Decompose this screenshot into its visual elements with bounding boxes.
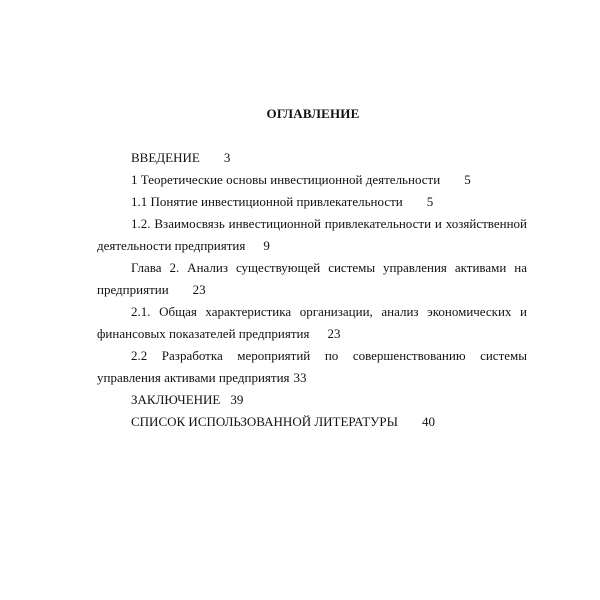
toc-entry-chapter-2 — [97, 257, 527, 301]
toc-entry-text: 1.1 Понятие инвестиционной привлекательности — [131, 194, 403, 209]
toc-entry-text-line1: Глава 2. Анализ существующей системы управления активами на — [131, 260, 527, 275]
toc-entry-text-line1: 2.2 Разработка мероприятий по совершенствованию системы — [131, 348, 527, 363]
toc-entry-text-line1: 1.2. Взаимосвязь инвестиционной привлекательности и хозяйственной — [131, 216, 527, 231]
toc-entry-references — [97, 411, 527, 433]
toc-entry-page: 5 — [426, 194, 434, 209]
toc-entry-text-line2: управления активами предприятия — [97, 370, 290, 385]
toc-entry-introduction — [97, 147, 527, 169]
toc-entry-page: 9 — [263, 238, 270, 253]
toc-entry-page: 39 — [230, 392, 244, 407]
toc-entry-page: 23 — [327, 326, 341, 341]
toc-entry-text-line2: предприятии — [97, 282, 169, 297]
toc-entry-text: ВВЕДЕНИЕ — [131, 150, 200, 165]
toc-entry-section-1-1 — [97, 191, 527, 213]
toc-entry-page: 3 — [223, 150, 231, 165]
toc-entry-section-2-2 — [97, 345, 527, 389]
toc-entry-page: 5 — [464, 172, 471, 187]
toc-entry-chapter-1 — [97, 169, 527, 191]
toc-entry-text-line2: деятельности предприятия — [97, 238, 246, 253]
toc-title: ОГЛАВЛЕНИЕ — [266, 106, 360, 121]
toc-entry-section-1-2 — [97, 213, 527, 257]
toc-entry-page: 33 — [293, 370, 307, 385]
toc-entry-conclusion — [97, 389, 527, 411]
toc-entry-text-line1: 2.1. Общая характеристика организации, анализ экономических и — [131, 304, 527, 319]
toc-entry-text: ЗАКЛЮЧЕНИЕ — [131, 392, 221, 407]
toc-entry-text-line2: финансовых показателей предприятия — [97, 326, 310, 341]
toc-entry-page: 40 — [421, 414, 435, 429]
table-of-contents — [97, 147, 527, 433]
toc-entry-page: 23 — [192, 282, 206, 297]
toc-entry-text: СПИСОК ИСПОЛЬЗОВАННОЙ ЛИТЕРАТУРЫ — [131, 414, 398, 429]
toc-entry-text: 1 Теоретические основы инвестиционной деятельности — [131, 172, 441, 187]
toc-entry-section-2-1 — [97, 301, 527, 345]
